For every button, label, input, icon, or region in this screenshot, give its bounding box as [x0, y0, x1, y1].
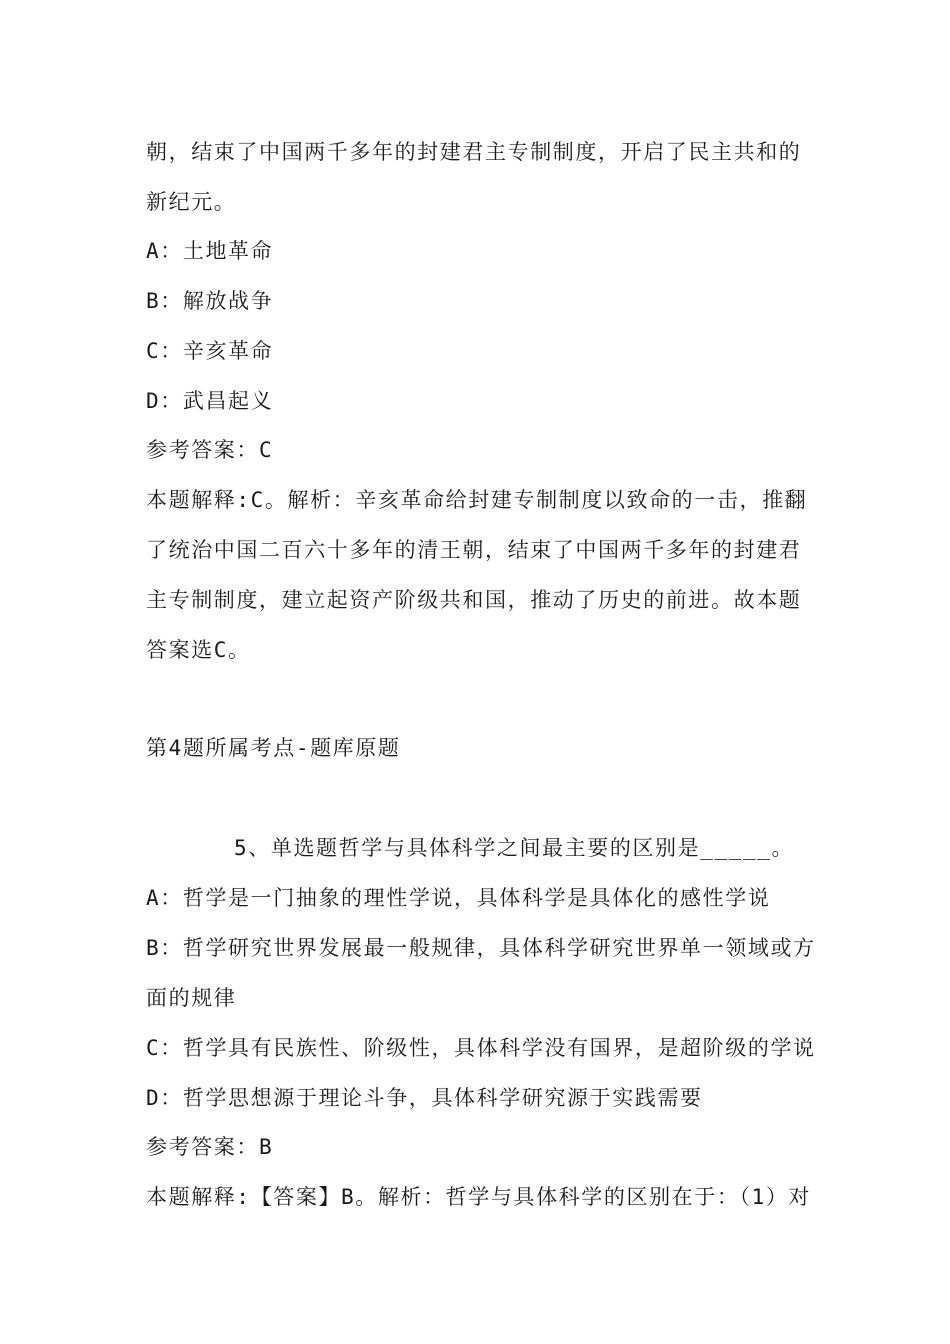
- q4-answer: 参考答案：C: [146, 438, 274, 462]
- q4-explanation-line-1: 本题解释:C。解析：辛亥革命给封建专制制度以致命的一击，推翻: [146, 488, 808, 512]
- q5-option-c: C：哲学具有民族性、阶级性，具体科学没有国界，是超阶级的学说: [146, 1036, 816, 1060]
- q5-option-b: B：哲学研究世界发展最一般规律，具体科学研究世界单一领域或方: [146, 936, 816, 960]
- q4-explanation-line-4: 答案选C。: [146, 638, 251, 662]
- q5-stem: 5、单选题哲学与具体科学之间最主要的区别是_____。: [234, 836, 795, 860]
- q5-option-a: A：哲学是一门抽象的理性学说，具体科学是具体化的感性学说: [146, 886, 771, 910]
- q4-stem-line-1: 朝，结束了中国两千多年的封建君主专制制度，开启了民主共和的: [146, 140, 802, 164]
- q4-option-a: A：土地革命: [146, 239, 274, 263]
- q5-option-d: D：哲学思想源于理论斗争，具体科学研究源于实践需要: [146, 1086, 703, 1110]
- q4-source: 第4题所属考点-题库原题: [146, 736, 401, 760]
- q4-option-d: D：武昌起义: [146, 389, 274, 413]
- q5-option-b-continued: 面的规律: [146, 986, 237, 1010]
- q5-explanation-line-1: 本题解释:【答案】B。解析：哲学与具体科学的区别在于：（1）对: [146, 1185, 812, 1209]
- q5-answer: 参考答案：B: [146, 1135, 274, 1159]
- q4-option-b: B：解放战争: [146, 289, 274, 313]
- q4-explanation-line-2: 了统治中国二百六十多年的清王朝，结束了中国两千多年的封建君: [146, 538, 802, 562]
- q4-option-c: C：辛亥革命: [146, 339, 274, 363]
- q4-stem-line-2: 新纪元。: [146, 190, 237, 214]
- q4-explanation-line-3: 主专制制度，建立起资产阶级共和国，推动了历史的前进。故本题: [146, 588, 802, 612]
